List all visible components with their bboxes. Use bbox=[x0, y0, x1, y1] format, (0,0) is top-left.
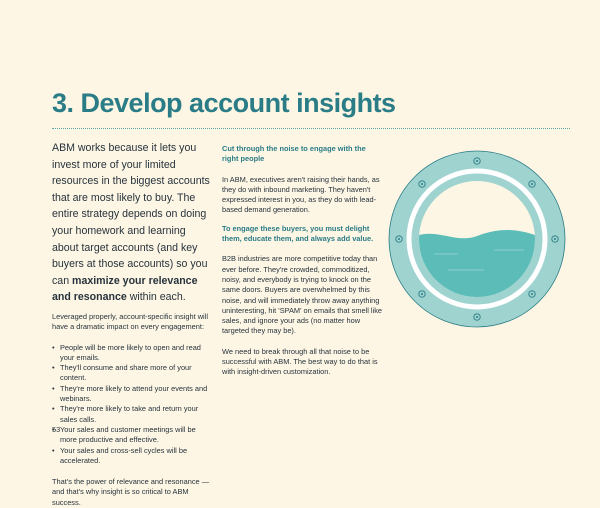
intro-end: within each. bbox=[126, 291, 186, 304]
benefit-list bbox=[52, 343, 212, 467]
body-paragraph: In ABM, executives aren't raising their hands, as they do with inbound marketing. They haven't expressed interest in you, as they do with lead-based demand generation. bbox=[222, 174, 380, 215]
right-column bbox=[222, 144, 382, 378]
list-item: • People will be more likely to open and read your emails. bbox=[52, 343, 212, 364]
intro-text: ABM works because it lets you invest more of your limited resources in the biggest accounts that are most likely to buy. The entire strategy depends on doing your homework and learning about target accounts (and key buyers at those accounts) so you can bbox=[52, 142, 210, 287]
body-paragraph: B2B industries are more competitive today than ever before. They're crowded, commoditized, noisy, and everybody is trying to knock on the same doors. Buyers are overwhelmed by this noise, and will immediately throw away anything uninteresting, hit 'SPAM' on emails that smell like sales, and ignore your ads (no matter how targeted they may be). bbox=[222, 254, 383, 336]
body-paragraph: We need to break through all that noise to be successful with ABM. The best way to do that is with insight-driven customization. bbox=[222, 346, 378, 377]
dotted-divider bbox=[52, 128, 570, 129]
lead-heading: Cut through the noise to engage with the right people bbox=[222, 144, 366, 164]
page-title: 3. Develop account insights bbox=[52, 88, 396, 118]
intro-emphasis: maximize your relevance and resonance bbox=[52, 274, 198, 304]
lead-heading: To engage these buyers, you must delight them, educate them, and always add value. bbox=[222, 223, 374, 244]
intro-paragraph bbox=[52, 140, 212, 306]
list-item: • They'll consume and share more of your content. bbox=[52, 363, 212, 384]
porthole-with-water-icon bbox=[388, 150, 566, 328]
list-item: • They're more likely to attend your events and webinars. bbox=[52, 384, 212, 405]
list-item: • They're more likely to take and return your sales calls. bbox=[52, 404, 212, 425]
left-column bbox=[52, 140, 212, 508]
insight-paragraph: Leveraged properly, account-specific insight will have a dramatic impact on every engagement: bbox=[52, 311, 208, 332]
closing-paragraph: That's the power of relevance and resonance — and that's why insight is so critical to ABM success. bbox=[52, 477, 210, 507]
page-number: 53 bbox=[52, 425, 61, 434]
list-item: • Your sales and cross-sell cycles will be accelerated. bbox=[52, 446, 212, 467]
list-item: • Your sales and customer meetings will be more productive and effective. bbox=[52, 425, 212, 446]
